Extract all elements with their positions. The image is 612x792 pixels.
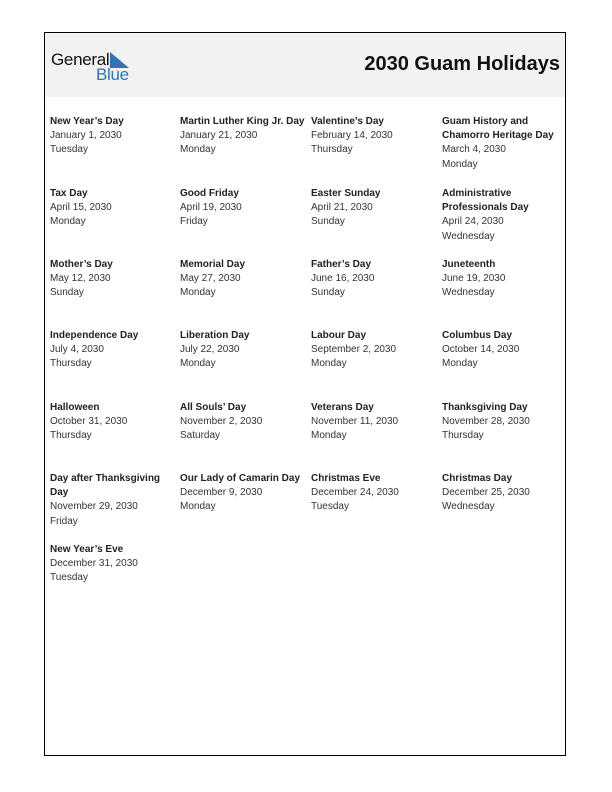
holiday-item [180, 401, 308, 444]
holiday-weekday: Monday [311, 430, 347, 442]
logo-text-general: General [51, 50, 110, 69]
holiday-name: Father’s Day [311, 259, 372, 270]
holiday-date: April 15, 2030 [50, 202, 112, 214]
holiday-date: November 11, 2030 [311, 416, 399, 428]
holiday-item [311, 329, 439, 372]
holiday-item [311, 258, 439, 301]
holiday-name: Juneteenth [442, 259, 496, 270]
holiday-date: January 21, 2030 [180, 130, 258, 142]
holiday-weekday: Saturday [180, 430, 221, 442]
holiday-date: April 21, 2030 [311, 202, 373, 214]
holiday-item [50, 472, 170, 529]
holiday-weekday: Thursday [311, 144, 353, 156]
holiday-name: Mother’s Day [50, 259, 113, 270]
holiday-weekday: Wednesday [442, 230, 495, 242]
logo-text-blue: Blue [96, 65, 129, 84]
holiday-name: Liberation Day [180, 330, 250, 341]
holiday-name: Columbus Day [442, 330, 513, 341]
holiday-weekday: Monday [180, 287, 216, 299]
holiday-weekday: Friday [50, 515, 78, 527]
holiday-name: Independence Day [50, 330, 139, 341]
holiday-date: November 2, 2030 [180, 416, 263, 428]
page-frame [44, 32, 566, 756]
holiday-item [442, 258, 570, 301]
holiday-name: Labour Day [311, 330, 367, 341]
holiday-name: Valentine’s Day [311, 116, 384, 127]
holiday-date: May 27, 2030 [180, 273, 241, 285]
page-title: 2030 Guam Holidays [364, 53, 560, 75]
holiday-weekday: Monday [180, 358, 216, 370]
holiday-name: Christmas Eve [311, 473, 381, 484]
holiday-date: November 29, 2030 [50, 501, 138, 513]
holiday-name: Easter Sunday [311, 188, 381, 199]
holiday-date: October 31, 2030 [50, 416, 128, 428]
holiday-weekday: Monday [442, 358, 478, 370]
holiday-date: November 28, 2030 [442, 416, 530, 428]
holiday-item [311, 187, 439, 230]
holiday-name: New Year’s Eve [50, 544, 124, 555]
holiday-date: June 16, 2030 [311, 273, 375, 285]
holiday-weekday: Sunday [50, 287, 84, 299]
holiday-weekday: Wednesday [442, 501, 495, 513]
holiday-date: December 24, 2030 [311, 487, 399, 499]
holiday-date: December 31, 2030 [50, 558, 138, 570]
holiday-item [311, 115, 439, 158]
holiday-weekday: Monday [311, 358, 347, 370]
holiday-date: October 14, 2030 [442, 344, 520, 356]
holiday-name: Our Lady of Camarin Day [180, 473, 301, 484]
holiday-date: December 25, 2030 [442, 487, 530, 499]
holiday-date: June 19, 2030 [442, 273, 506, 285]
holiday-name: Thanksgiving Day [442, 402, 528, 413]
holiday-date: February 14, 2030 [311, 130, 393, 142]
holiday-weekday: Tuesday [311, 501, 349, 513]
holiday-weekday: Thursday [50, 430, 92, 442]
holiday-item [442, 401, 570, 444]
holiday-item [180, 329, 308, 372]
holiday-date: July 22, 2030 [180, 344, 240, 356]
holiday-item [311, 472, 439, 515]
holiday-weekday: Tuesday [50, 572, 88, 584]
holiday-name: New Year’s Day [50, 116, 124, 127]
holiday-date: March 4, 2030 [442, 144, 506, 156]
holiday-item [311, 401, 439, 444]
holiday-weekday: Wednesday [442, 287, 495, 299]
holiday-item [50, 115, 178, 158]
holiday-weekday: Sunday [311, 287, 345, 299]
header-band [45, 33, 565, 97]
holiday-name: Good Friday [180, 188, 239, 199]
holiday-weekday: Sunday [311, 216, 345, 228]
holiday-weekday: Monday [180, 501, 216, 513]
holiday-item [180, 258, 308, 301]
holiday-weekday: Monday [442, 158, 478, 170]
holiday-name: Day after Thanksgiving Day [50, 473, 161, 499]
holiday-name: Tax Day [50, 188, 88, 199]
holiday-name: Christmas Day [442, 473, 513, 484]
holiday-date: July 4, 2030 [50, 344, 104, 356]
holiday-name: Martin Luther King Jr. Day [180, 116, 305, 127]
holiday-item [180, 115, 308, 158]
holiday-item [50, 258, 178, 301]
holiday-item [442, 472, 570, 515]
holiday-item [442, 329, 570, 372]
holiday-item [442, 115, 564, 172]
generalblue-logo [51, 50, 141, 82]
holiday-date: April 19, 2030 [180, 202, 242, 214]
holiday-date: December 9, 2030 [180, 487, 263, 499]
holiday-weekday: Monday [180, 144, 216, 156]
holiday-item [50, 187, 178, 230]
holiday-weekday: Thursday [50, 358, 92, 370]
holiday-date: September 2, 2030 [311, 344, 397, 356]
holiday-weekday: Friday [180, 216, 208, 228]
holiday-item [180, 187, 308, 230]
holiday-name: All Souls’ Day [180, 402, 247, 413]
holiday-item [50, 543, 178, 586]
holiday-name: Memorial Day [180, 259, 246, 270]
holiday-name: Halloween [50, 402, 100, 413]
holiday-item [50, 401, 178, 444]
holiday-date: April 24, 2030 [442, 216, 504, 228]
holiday-item [50, 329, 178, 372]
holiday-name: Guam History and Chamorro Heritage Day [442, 116, 554, 142]
holiday-weekday: Thursday [442, 430, 484, 442]
holiday-name: Veterans Day [311, 402, 374, 413]
holiday-item [442, 187, 552, 244]
holiday-weekday: Monday [50, 216, 86, 228]
holiday-name: Administrative Professionals Day [442, 188, 529, 214]
holiday-item [180, 472, 308, 515]
holiday-date: May 12, 2030 [50, 273, 111, 285]
holiday-date: January 1, 2030 [50, 130, 122, 142]
holiday-weekday: Tuesday [50, 144, 88, 156]
